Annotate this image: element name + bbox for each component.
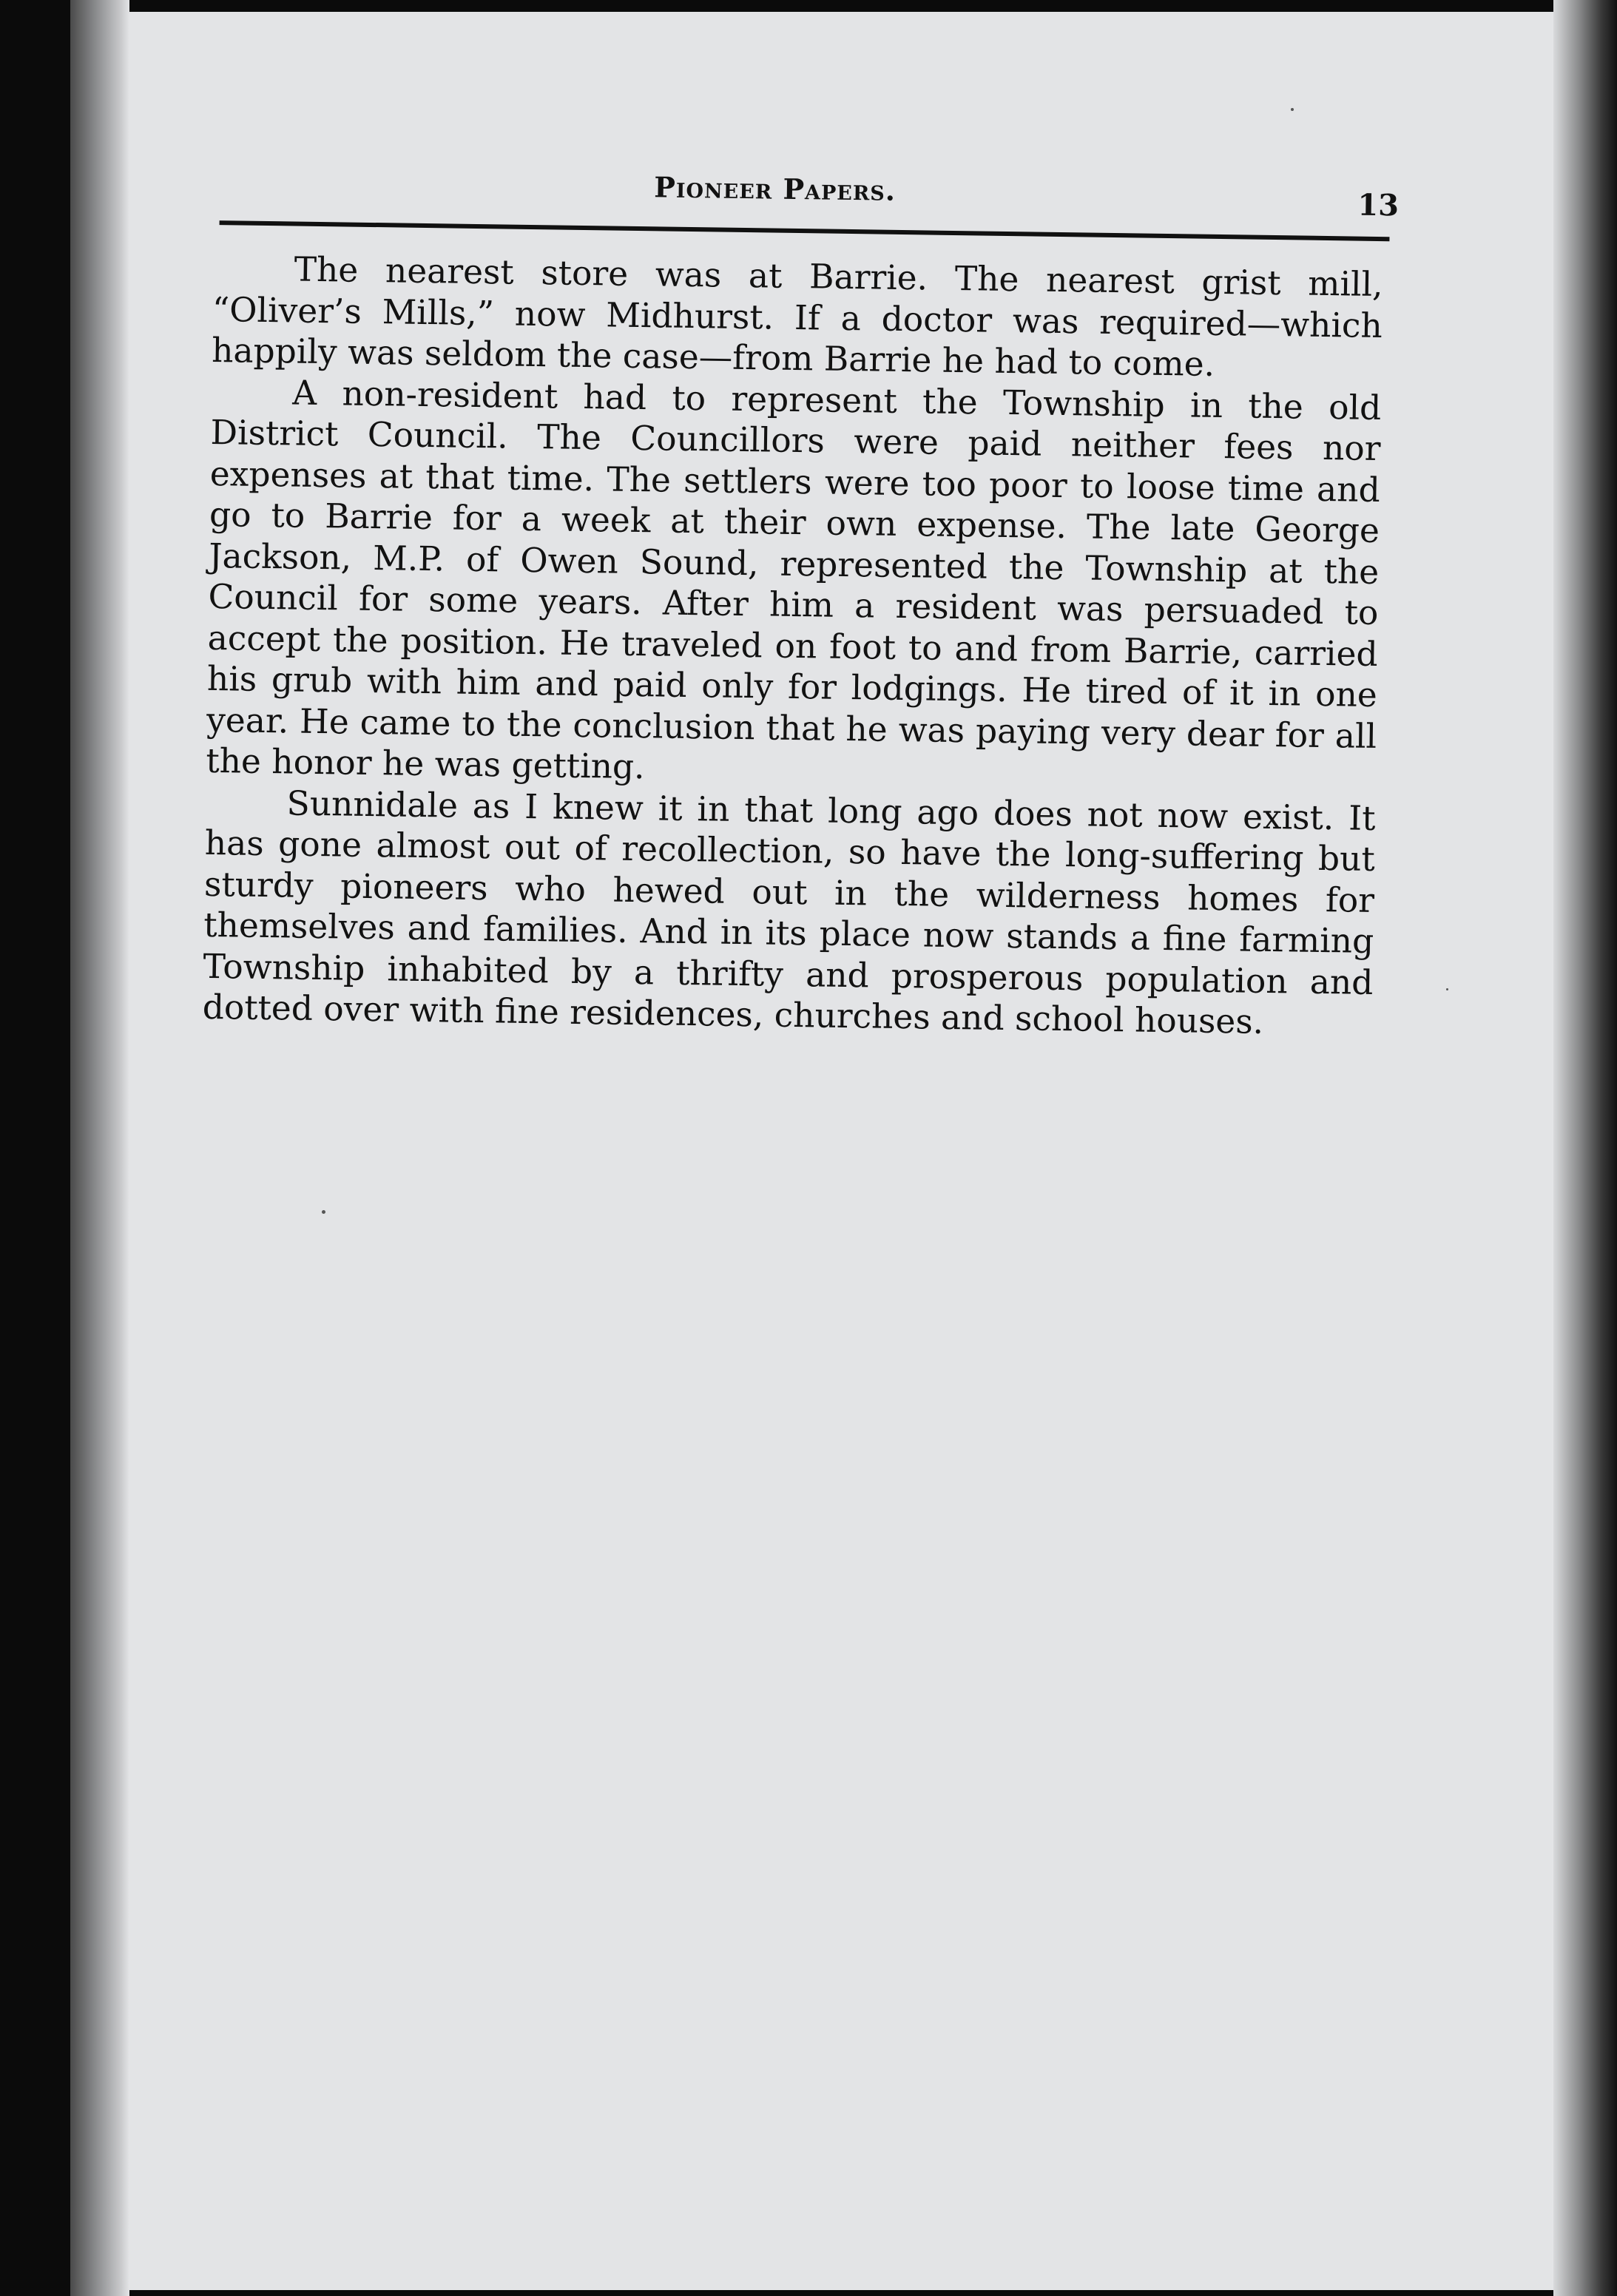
binding-shadow xyxy=(70,0,129,2296)
paragraph-district-council: A non-resident had to represent the Township in the old District Council. The Councillors were paid neither fees nor expenses at that time. The settlers were too poor to loose time and go to Barrie for a week at their own expense. The late George Jackson, M.P. of Owen Sound, represented the Township at the Council for some years. After him a resident was persuaded to accept the position. He traveled on foot to and from Barrie, carried his grub with him and paid only for lodgings. He tired of it in one year. He came to the conclusion that he was paying very dear for all the honor he was getting. xyxy=(206,373,1382,787)
dust-speck xyxy=(1446,988,1448,990)
paragraph-sunnidale: Sunnidale as I knew it in that long ago does not now exist. It has gone almost out of recollection, so have the long-suffering but sturdy pioneers who hewed out in the wilderness homes for themselves and families. And in its place now stands a fine farming Township inhabited by a thrifty and prosperous population and dotted over with fine residences, churches and school houses. xyxy=(202,783,1376,1041)
page-content xyxy=(200,148,1400,1200)
dust-speck xyxy=(1291,108,1294,111)
page-edge-shadow xyxy=(1553,0,1617,2296)
body-text xyxy=(202,248,1383,1044)
page-number: 13 xyxy=(1357,187,1400,223)
running-head-title: Pioneer Papers. xyxy=(654,170,897,207)
dust-speck xyxy=(322,1210,325,1214)
paragraph-store-and-mill: The nearest store was at Barrie. The nearest grist mill, “Oliver’s Mills,” now Midhurst. If a doctor was required—which happily was seldom the case—from Barrie he had to come. xyxy=(211,249,1383,384)
